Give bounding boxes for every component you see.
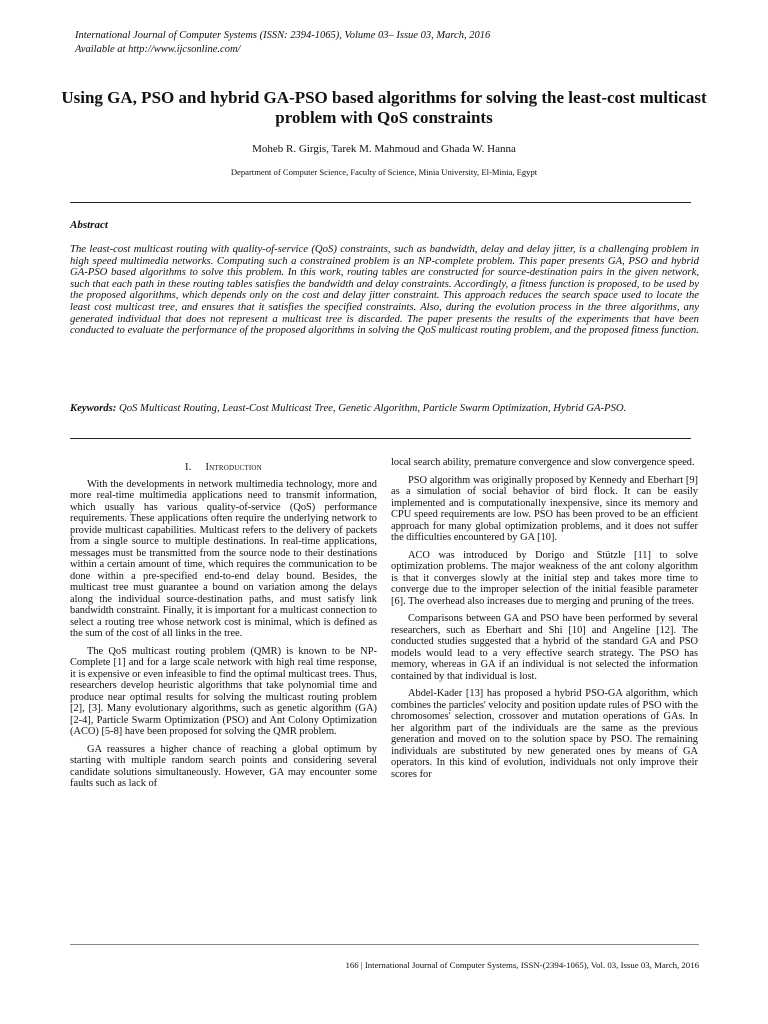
paragraph: GA reassures a higher chance of reaching a global optimum by starting with multiple random search points and considering several candidate solutions simultaneously. However, GA may encounter some faults such as lack of bbox=[70, 743, 377, 789]
journal-availability: Available at http://www.ijcsonline.com/ bbox=[75, 44, 241, 55]
paragraph: PSO algorithm was originally proposed by Kennedy and Eberhart [9] as a simulation of social behavior of bird flock. It can be easily implemented and is computationally inexpensive, since its memory and CPU speed requirements are low. PSO has been proved to be an efficient approach for many global optimization problems, and it does not suffer the difficulties encountered by GA [10]. bbox=[391, 474, 698, 543]
section-title: Introduction bbox=[205, 462, 262, 473]
paper-title: Using GA, PSO and hybrid GA-PSO based algorithms for solving the least-cost multicast problem with QoS constraints bbox=[61, 88, 707, 127]
paragraph-continuation: local search ability, premature convergence and slow convergence speed. bbox=[391, 457, 695, 468]
abstract-divider bbox=[70, 438, 691, 439]
keywords-label: Keywords: bbox=[70, 402, 117, 414]
paragraph: Abdel-Kader [13] has proposed a hybrid PSO-GA algorithm, which combines the particles' velocity and position update rules of PSO with the chromosomes' selection, crossover and mutation operations of GAs. In her algorithm part of the individuals are the same as the previous generation and moved on to the solution space by PSO. The remaining individuals are substituted by new generated ones by means of GA operators. In this kind of evolution, individuals not only improve their scores for bbox=[391, 688, 698, 780]
journal-header bbox=[75, 29, 695, 57]
paragraph: Comparisons between GA and PSO have been performed by several researchers, such as Eberhart and Shi [10] and Angeline [12]. The conducted studies suggested that a hybrid of the standard GA and PSO models would lead to a very effective search strategy. The PSO has memory, whereas in GA if an individual is not selected the information contained by that individual is lost. bbox=[391, 613, 698, 682]
journal-citation: International Journal of Computer Systems (ISSN: 2394-1065), Volume 03– Issue 03, March, 2016 bbox=[75, 30, 491, 41]
section-heading-introduction bbox=[70, 462, 377, 474]
footer-divider bbox=[70, 944, 699, 945]
author-affiliation: Department of Computer Science, Faculty of Science, Minia University, El-Minia, Egypt bbox=[230, 167, 538, 177]
abstract-text: The least-cost multicast routing with quality-of-service (QoS) constraints, such as bandwidth, delay and delay jitter, is a challenging problem in high speed multimedia networks. Computing such a constrained problem is an NP-complete problem. This paper presents GA, PSO and hybrid GA-PSO based algorithms to solve this problem. In this work, routing tables are constructed for source-destination pairs in the given network, such that each path in these routing tables satisfies the bandwidth and delay constraints. Accordingly, a fitness function is proposed, to be used by the proposed algorithms, which depends only on the cost and delay jitter constraint. This approach reduces the search space used to locate the least cost multicast tree, and ensures that it satisfies the specified constraints. Also, during the evolution process in the three algorithms, any generated individual that does not represent a multicast tree is discarded. The paper presents the results of the experiments that have been conducted to evaluate the performance of the proposed algorithms in solving the QoS multicast routing problem, and the proposed fitness function. bbox=[70, 243, 699, 337]
paragraph: The QoS multicast routing problem (QMR) is known to be NP-Complete [1] and for a large scale network with high real time response, it is expensive or even infeasible to find the optimal multicast trees. Thus, researchers develop heuristic algorithms that take polynomial time and produce near optimal results for solving the multicast routing problem [2], [3]. Many evolutionary algorithms, such as genetic algorithm (GA) [2-4], Particle Swarm Optimization (PSO) and Ant Colony Optimization (ACO) [5-8] have been proposed for solving the QMR problem. bbox=[70, 645, 377, 737]
right-column bbox=[391, 457, 698, 786]
top-divider bbox=[70, 202, 691, 203]
abstract-heading: Abstract bbox=[70, 219, 108, 231]
paragraph: With the developments in network multimedia technology, more and more real-time multimedia applications need to transmit information, which usually has various quality-of-service (QoS) performance requirements. These applications often require the underlying network to provide multicast capabilities. Multicast refers to the delivery of packets from a single source to multiple destinations. In real-time applications, messages must be transmitted from the source node to their destinations within a certain amount of time, which requires the communication to be done within a pre-specified end-to-end delay bound. Besides, the multicast tree must guarantee a bound on variation among the delays along the individual source-destination paths, and must satisfy link bandwidth constraint. Finally, it is important for a multicast connection to select a routing tree whose network cost is minimal, which is defined as the sum of the cost of all links in the tree. bbox=[70, 478, 377, 639]
left-column bbox=[70, 457, 377, 796]
section-number: I. bbox=[185, 462, 192, 473]
paper-authors: Moheb R. Girgis, Tarek M. Mahmoud and Ghada W. Hanna bbox=[252, 143, 516, 155]
keywords-block bbox=[70, 402, 699, 415]
page-footer: 166 | International Journal of Computer Systems, ISSN-(2394-1065), Vol. 03, Issue 03, March, 2016 bbox=[345, 960, 699, 970]
keywords-text: QoS Multicast Routing, Least-Cost Multicast Tree, Genetic Algorithm, Particle Swarm Optimization, Hybrid GA-PSO. bbox=[118, 402, 627, 414]
paragraph: ACO was introduced by Dorigo and Stützle [11] to solve optimization problems. The major weakness of the ant colony algorithm is that it converges slowly at the initial step and takes more time to converge due to the improper selection of the initial feasible parameter [6]. The overhead also increases due to merging and pruning of the trees. bbox=[391, 549, 698, 607]
